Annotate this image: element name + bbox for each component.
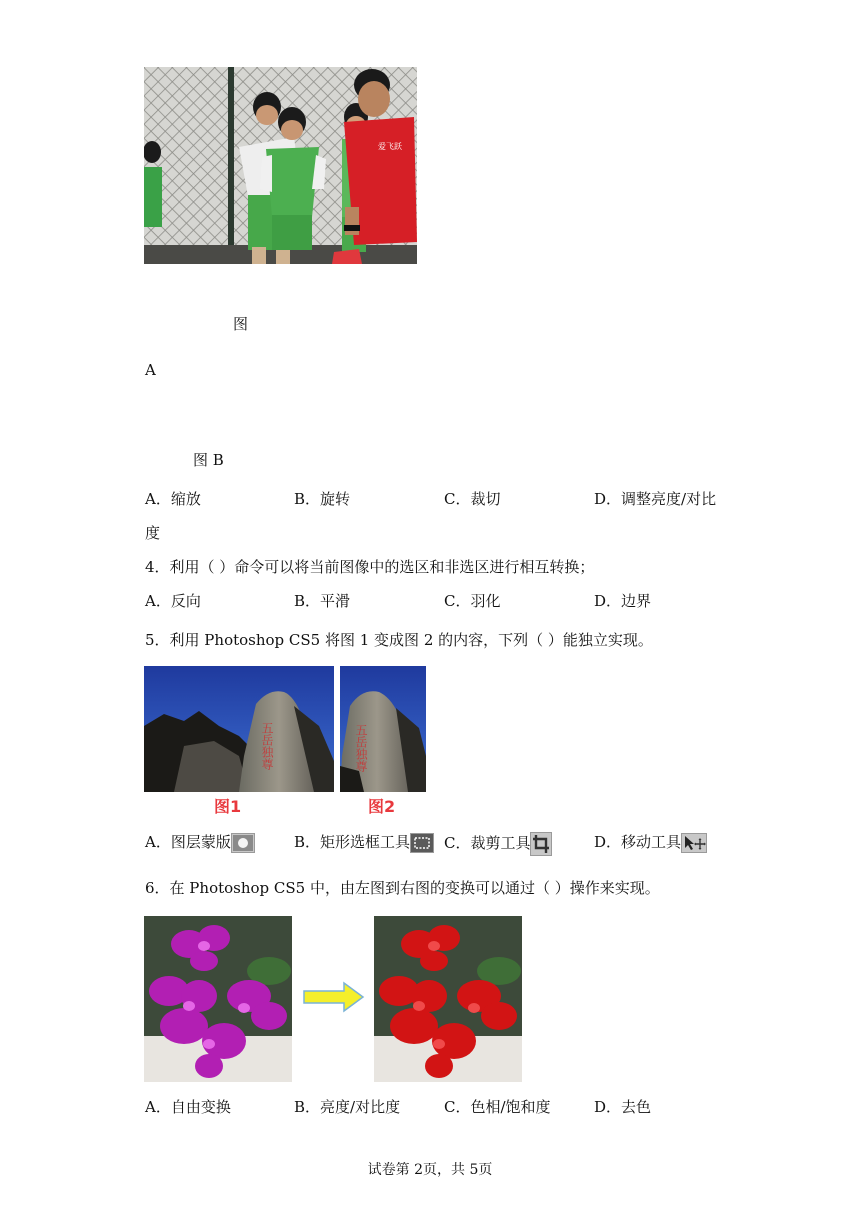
fig2-rock-inscription: 五岳独尊 [354, 724, 368, 772]
q3-option-b: B．旋转 [294, 490, 351, 508]
q6-option-b: B．亮度/对比度 [294, 1098, 401, 1116]
page-footer: 试卷第 2页，共 5页 [367, 1162, 493, 1178]
crop-tool-icon [530, 832, 552, 856]
fig2-label: 图2 [368, 797, 396, 816]
q5-option-d [594, 832, 707, 853]
figure-a-caption: 图 [233, 315, 249, 333]
q4-option-c: C．羽化 [444, 592, 501, 610]
fig1-label: 图1 [214, 797, 242, 816]
layer-mask-icon [231, 833, 255, 853]
figure-a-photo [144, 67, 417, 264]
q3-option-d: D．调整亮度/对比 [594, 490, 717, 508]
q4-option-d: D．边界 [594, 592, 652, 610]
q3-option-d-overflow: 度 [145, 524, 161, 542]
figure-b-caption: 图 B [193, 451, 224, 469]
q6-stem: 6．在 Photoshop CS5 中，由左图到右图的变换可以通过（ ）操作来实现。 [145, 879, 660, 897]
q5-option-c [444, 832, 552, 856]
q5-stem: 5．利用 Photoshop CS5 将图 1 变成图 2 的内容，下列（ ）能独立实现。 [145, 631, 653, 649]
q5-option-b-label: B．矩形选框工具 [294, 833, 411, 851]
q4-option-b: B．平滑 [294, 592, 351, 610]
fig1-rock-inscription: 五岳独尊 [260, 722, 274, 770]
q6-figure [144, 916, 524, 1082]
q5-option-b [294, 832, 434, 853]
q5-option-c-label: C．裁剪工具 [444, 834, 531, 852]
q5-option-a-label: A．图层蒙版 [145, 833, 231, 851]
q4-stem: 4．利用（ ）命令可以将当前图像中的选区和非选区进行相互转换； [145, 558, 595, 576]
q5-figure [144, 666, 426, 818]
q5-option-a [145, 832, 255, 853]
rectangular-marquee-icon [410, 833, 434, 853]
q4-option-a: A．反向 [145, 592, 201, 610]
q6-option-a: A．自由变换 [145, 1098, 231, 1116]
move-tool-icon [681, 833, 707, 853]
coach-shirt-text: 爱飞跃 [378, 142, 402, 151]
q6-option-c: C．色相/饱和度 [444, 1098, 551, 1116]
q5-option-d-label: D．移动工具 [594, 833, 682, 851]
q6-option-d: D．去色 [594, 1098, 652, 1116]
q3-option-c: C．裁切 [444, 490, 501, 508]
q3-option-a: A．缩放 [145, 490, 201, 508]
figure-a-caption-letter: A [145, 361, 156, 379]
